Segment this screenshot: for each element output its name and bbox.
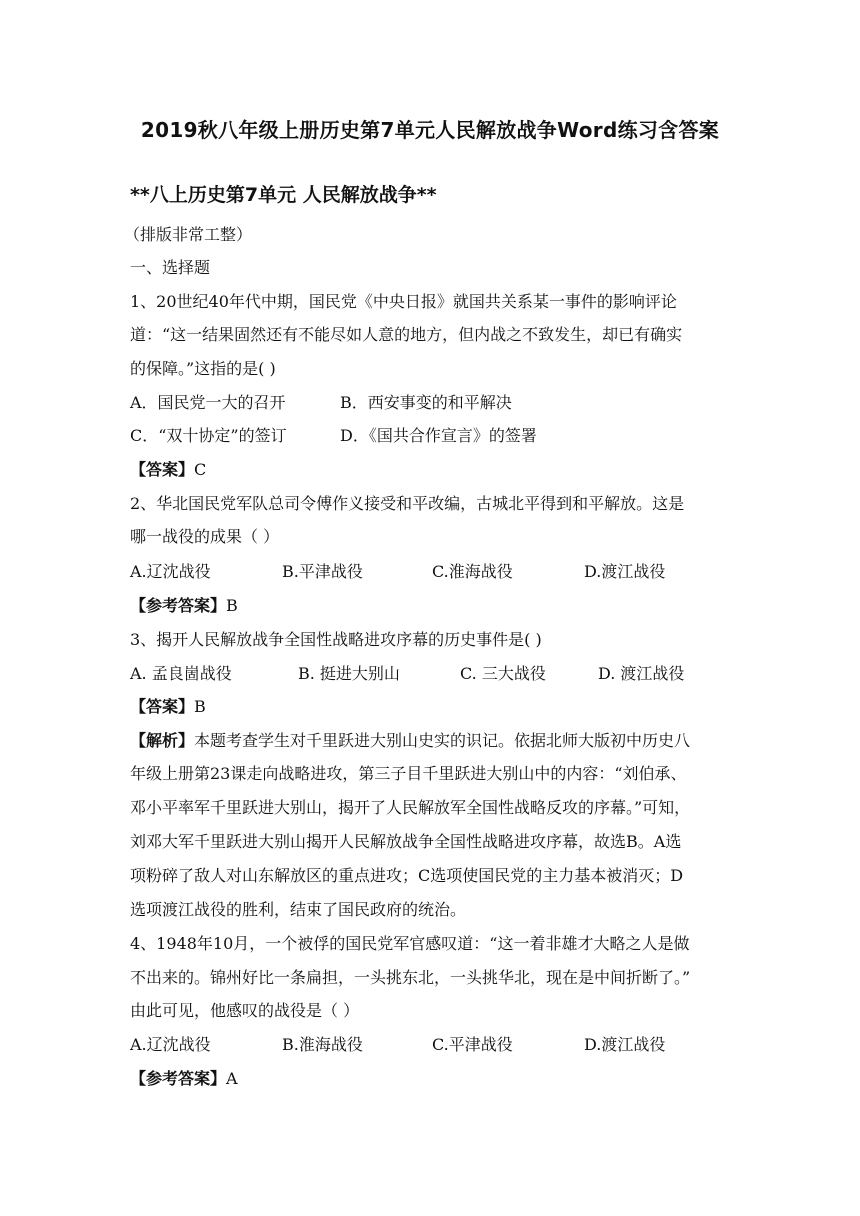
question-3-answer	[130, 690, 740, 723]
option-b: B．西安事变的和平解决	[340, 393, 512, 412]
section-heading: 一、选择题	[130, 258, 211, 277]
analysis-text: 本题考查学生对千里跃进大别山史实的识记。依据北师大版初中历史八	[194, 731, 691, 750]
option-c: C.平津战役	[432, 1035, 513, 1054]
answer-value: B	[194, 697, 206, 716]
answer-value: C	[194, 460, 207, 479]
analysis-line-4: 刘邓大军千里跃进大别山揭开人民解放战争全国性战略进攻序幕，故选B。A选	[130, 832, 682, 851]
question-3-line-1: 3、揭开人民解放战争全国性战略进攻序幕的历史事件是( )	[130, 630, 542, 649]
answer-label: 【参考答案】	[130, 596, 227, 615]
question-1-line-3: 的保障。”这指的是( )	[130, 359, 276, 378]
layout-note: （排版非常工整）	[124, 225, 253, 244]
option-a: A.辽沈战役	[130, 562, 211, 581]
option-c: C．“双十协定”的签订	[130, 426, 287, 445]
analysis-line-3: 邓小平率军千里跃进大别山，揭开了人民解放军全国性战略反攻的序幕。”可知，	[130, 798, 691, 817]
answer-value: B	[226, 596, 238, 615]
analysis-line-1	[130, 724, 740, 757]
analysis-label: 【解析】	[130, 731, 195, 750]
option-a: A.辽沈战役	[130, 1035, 211, 1054]
analysis-line-6: 选项渡江战役的胜利，结束了国民政府的统治。	[130, 900, 467, 919]
question-4-line-3: 由此可见，他感叹的战役是（ ）	[130, 1001, 360, 1020]
answer-label: 【答案】	[130, 460, 195, 479]
option-b: B.淮海战役	[282, 1035, 363, 1054]
option-c: C. 三大战役	[460, 664, 546, 683]
question-4-answer	[130, 1062, 740, 1095]
question-4-line-1: 4、1948年10月，一个被俘的国民党军官感叹道：“这一着非雄才大略之人是做	[130, 934, 690, 953]
question-2-line-2: 哪一战役的成果（ ）	[130, 527, 280, 546]
question-1-line-1: 1、20世纪40年代中期，国民党《中央日报》就国共关系某一事件的影响评论	[130, 292, 677, 311]
option-d: D.渡江战役	[584, 1035, 666, 1054]
analysis-line-5: 项粉碎了敌人对山东解放区的重点进攻；C选项使国民党的主力基本被消灭；D	[130, 866, 684, 885]
option-d: D.渡江战役	[584, 562, 666, 581]
question-1-line-2: 道：“这一结果固然还有不能尽如人意的地方，但内战之不致发生，却已有确实	[130, 325, 683, 344]
unit-heading: **八上历史第7单元 人民解放战争**	[130, 184, 437, 206]
answer-label: 【参考答案】	[130, 1069, 227, 1088]
option-b: B. 挺进大别山	[298, 664, 400, 683]
question-2-answer	[130, 589, 740, 622]
option-b: B.平津战役	[282, 562, 363, 581]
option-a: A．国民党一大的召开	[130, 393, 286, 412]
analysis-line-2: 年级上册第23课走向战略进攻，第三子目千里跃进大别山中的内容：“刘伯承、	[130, 764, 687, 783]
question-4-line-2: 不出来的。锦州好比一条扁担，一头挑东北，一头挑华北，现在是中间折断了。”	[130, 968, 691, 987]
question-1-answer	[130, 453, 740, 486]
answer-label: 【答案】	[130, 697, 195, 716]
option-d: D. 渡江战役	[598, 664, 685, 683]
option-a: A. 孟良崮战役	[130, 664, 232, 683]
question-2-line-1: 2、华北国民党军队总司令傅作义接受和平改编，古城北平得到和平解放。这是	[130, 494, 685, 513]
option-c: C.淮海战役	[432, 562, 513, 581]
answer-value: A	[226, 1069, 238, 1088]
document-title: 2019秋八年级上册历史第7单元人民解放战争Word练习含答案	[140, 118, 720, 142]
option-d: D．《国共合作宣言》的签署	[340, 426, 537, 445]
